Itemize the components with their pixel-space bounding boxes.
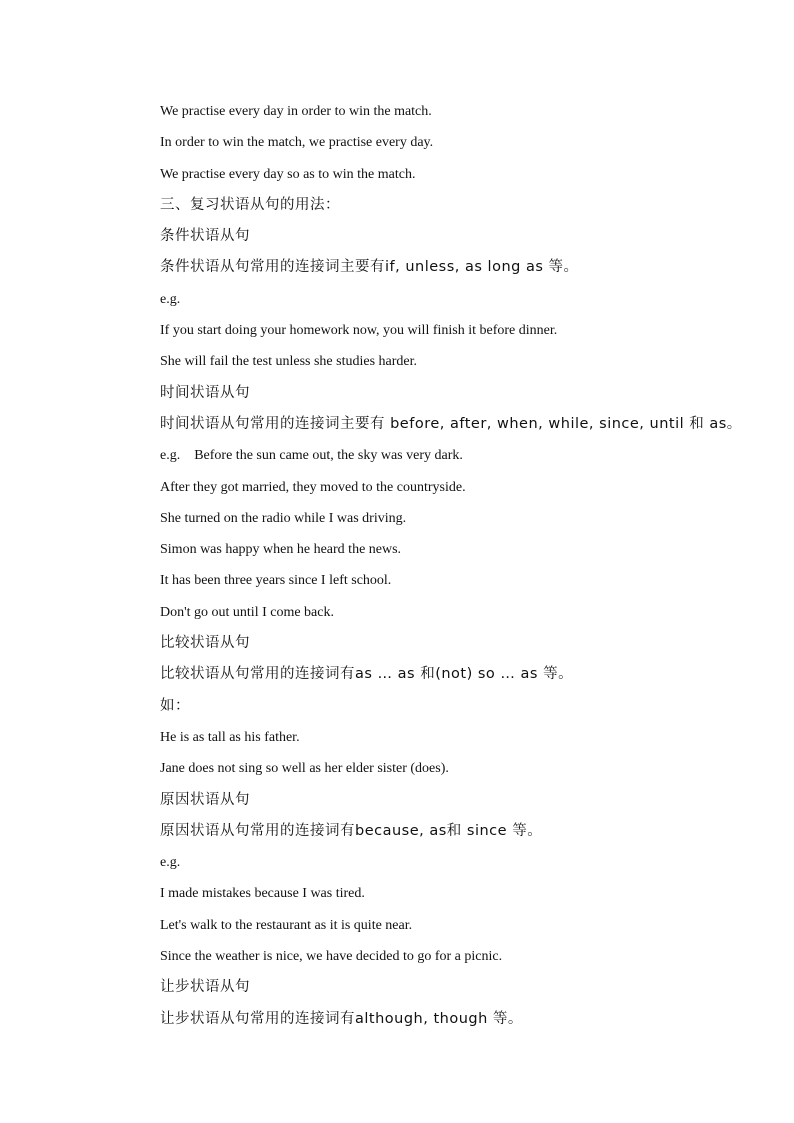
example-sentence: She turned on the radio while I was driving. bbox=[160, 510, 407, 526]
example-sentence: Don't go out until I come back. bbox=[160, 604, 334, 620]
example-sentence: If you start doing your homework now, you will finish it before dinner. bbox=[160, 323, 558, 339]
example-sentence: He is as tall as his father. bbox=[160, 729, 300, 745]
subheading-reason: 原因状语从句 bbox=[160, 791, 250, 808]
subheading-time: 时间状语从句 bbox=[160, 384, 250, 401]
example-sentence: In order to win the match, we practise every day. bbox=[160, 135, 434, 151]
example-sentence: We practise every day in order to win the match. bbox=[160, 104, 432, 119]
example-sentence: Simon was happy when he heard the news. bbox=[160, 542, 402, 558]
subheading-comparison: 比较状语从句 bbox=[160, 635, 250, 652]
document-page bbox=[160, 96, 760, 1035]
section-heading: 三、复习状语从句的用法： bbox=[160, 196, 340, 213]
example-sentence: We practise every day so as to win the match. bbox=[160, 166, 416, 182]
explanation-text: 比较状语从句常用的连接词有as … as 和(not) so … as 等。 bbox=[160, 666, 574, 683]
subheading-concession: 让步状语从句 bbox=[160, 979, 250, 996]
example-sentence: I made mistakes because I was tired. bbox=[160, 886, 365, 902]
example-sentence: Since the weather is nice, we have decided to go for a picnic. bbox=[160, 949, 503, 965]
explanation-text: 原因状语从句常用的连接词有because, as和 since 等。 bbox=[160, 822, 543, 839]
example-sentence: e.g. Before the sun came out, the sky was very dark. bbox=[160, 448, 463, 464]
explanation-text: 时间状语从句常用的连接词主要有 before, after, when, while, since, until 和 as。 bbox=[160, 415, 742, 432]
example-label: 如： bbox=[160, 697, 190, 714]
example-sentence: Jane does not sing so well as her elder sister (does). bbox=[160, 761, 449, 777]
example-sentence: After they got married, they moved to the countryside. bbox=[160, 479, 466, 495]
subheading-conditional: 条件状语从句 bbox=[160, 228, 250, 245]
example-sentence: Let's walk to the restaurant as it is quite near. bbox=[160, 917, 413, 933]
example-label: e.g. bbox=[160, 291, 181, 307]
explanation-text: 条件状语从句常用的连接词主要有if, unless, as long as 等。 bbox=[160, 259, 579, 276]
example-label: e.g. bbox=[160, 855, 181, 871]
example-sentence: It has been three years since I left school. bbox=[160, 573, 392, 589]
explanation-text: 让步状语从句常用的连接词有although, though 等。 bbox=[160, 1010, 523, 1027]
example-sentence: She will fail the test unless she studies harder. bbox=[160, 354, 418, 370]
